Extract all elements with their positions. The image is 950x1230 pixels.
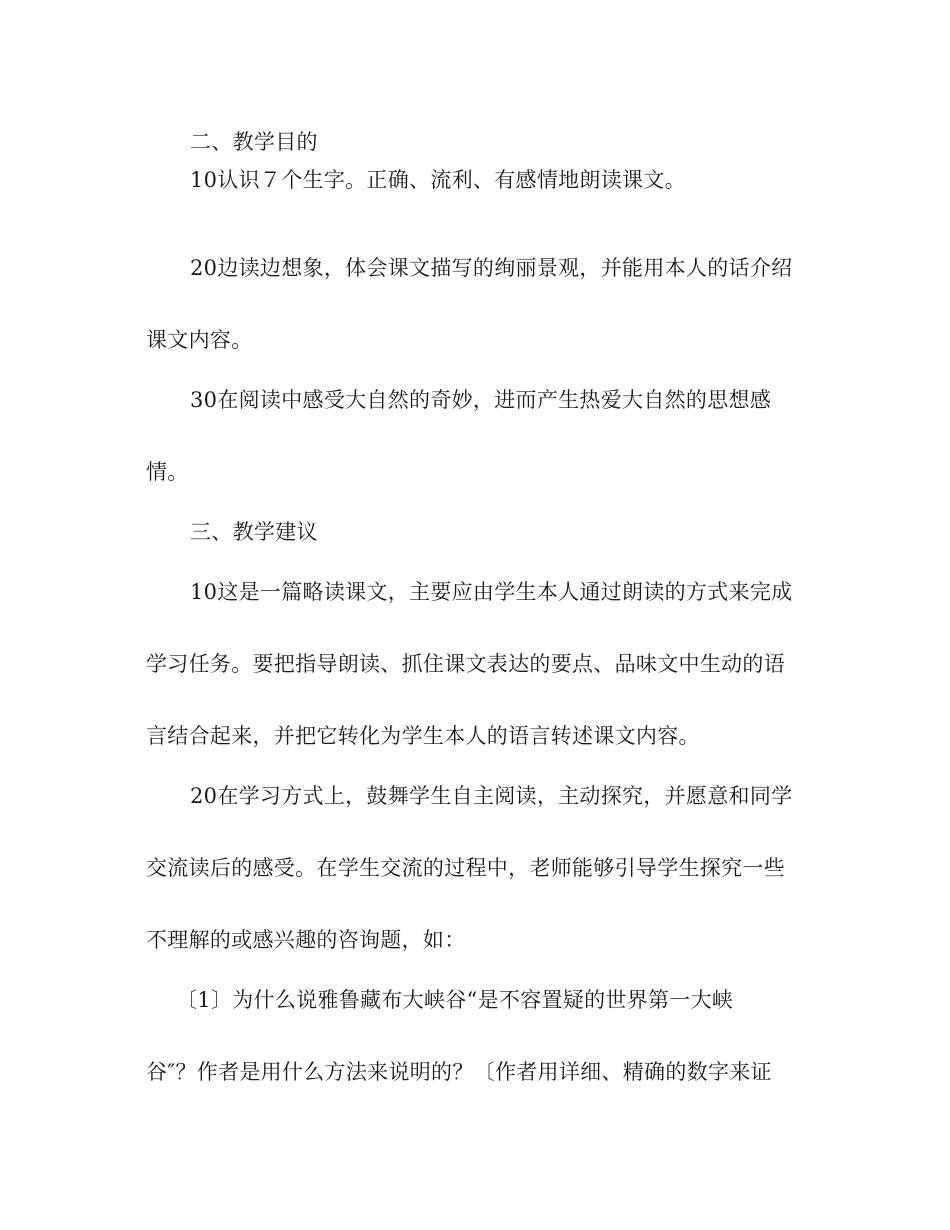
paragraph-line: 交流读后的感受。在学生交流的过程中，老师能够引导学生探究一些 [146, 856, 785, 880]
paragraph-line: 课文内容。 [146, 328, 253, 352]
paragraph-line: 不理解的或感兴趣的咨询题，如： [146, 928, 466, 952]
paragraph-line: 20在学习方式上，鼓舞学生自主阅读，主动探究，并愿意和同学 [190, 784, 793, 808]
paragraph-line: 言结合起来，并把它转化为学生本人的语言转述课文内容。 [146, 724, 700, 748]
section-heading-teaching-goals: 二、教学目的 [190, 130, 318, 154]
paragraph-line: 30在阅读中感受大自然的奇妙，进而产生热爱大自然的思想感 [190, 388, 772, 412]
paragraph-line: 〔1〕为什么说雅鲁藏布大峡谷“是不容置疑的世界第一大峡 [176, 988, 734, 1012]
section-heading-teaching-suggestions: 三、教学建议 [190, 520, 318, 544]
paragraph-line: 20边读边想象，体会课文描写的绚丽景观，并能用本人的话介绍 [190, 256, 793, 280]
paragraph-line: 情。 [146, 460, 189, 484]
paragraph-line: 10这是一篇略读课文，主要应由学生本人通过朗读的方式来完成 [190, 580, 793, 604]
paragraph-line: 10认识７个生字。正确、流利、有感情地朗读课文。 [190, 168, 686, 192]
paragraph-line: 谷″？作者是用什么方法来说明的？〔作者用详细、精确的数字来证 [146, 1060, 772, 1084]
paragraph-line: 学习任务。要把指导朗读、抓住课文表达的要点、品味文中生动的语 [146, 652, 785, 676]
